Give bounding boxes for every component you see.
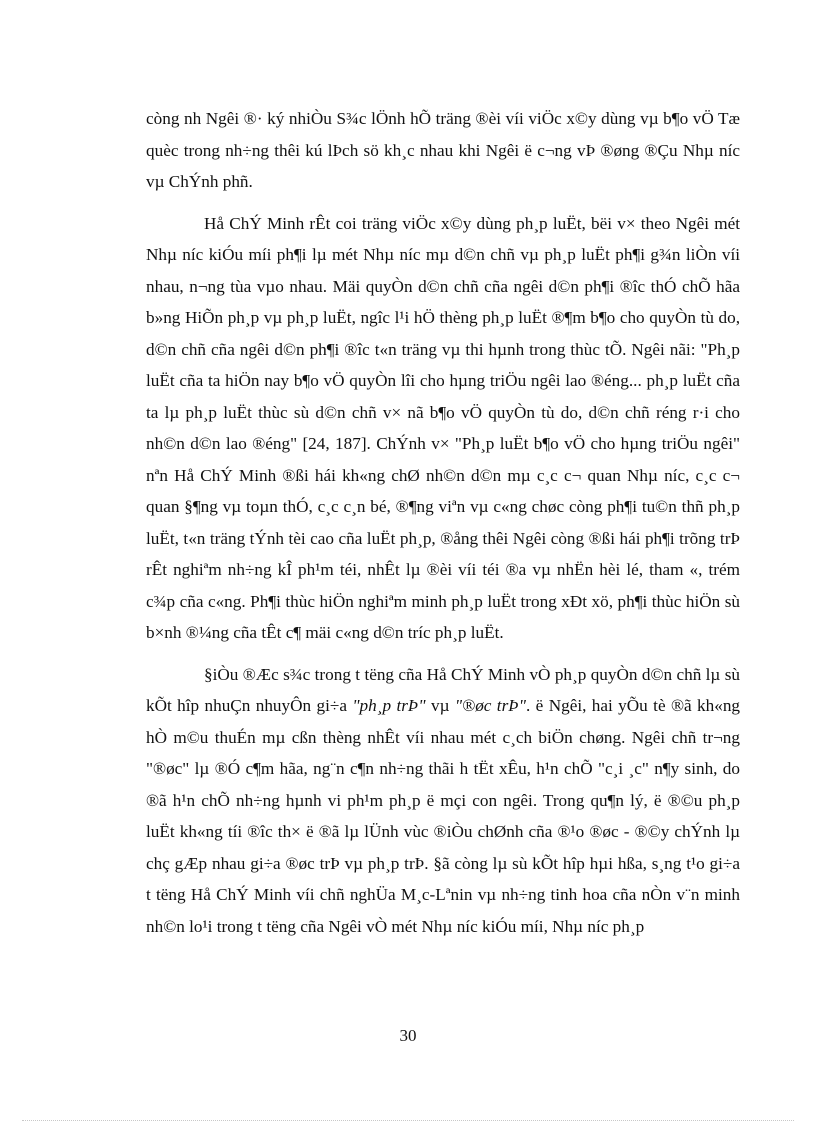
paragraph-3-rest: . ë Ngêi, hai yÕu tè ®ã kh«ng hÒ m©u thuÉn mµ cßn thèng nhÊt víi nhau mét c¸ch biÖn chøng. Ngêi chñ tr¬ng "®øc" lµ ®Ó c¶m hãa, ng¨n c¶n nh÷ng thãi h tËt xÊu, h¹n chÕ "c¸i ¸c" n¶y sinh, do ®ã h¹n chÕ nh÷ng hµnh vi ph¹m ph¸p ë mçi con ngêi. Trong qu¶n lý, ë ®©u ph¸p luËt kh«ng tíi ®îc th× ë ®ã lµ lÜnh vùc ®iÒu chØnh cña ®¹o ®øc - ®©y chÝnh lµ chç gÆp nhau gi÷a ®øc trÞ vµ ph¸p trÞ. §ã còng lµ sù kÕt hîp hµi hßa, s¸ng t¹o gi÷a t tëng Hå ChÝ Minh víi chñ nghÜa M¸c-Lªnin vµ nh÷ng tinh hoa cña nÒn v¨n minh nh©n lo¹i trong t tëng cña Ngêi vÒ mét Nhµ níc kiÓu míi, Nhµ níc ph¸p	[146, 696, 741, 936]
paragraph-3-lead: §iÒu ®Æc s¾c trong t tëng cña Hå ChÝ Minh vÒ ph¸p quyÒn d©n chñ lµ sù kÕt hîp nhuÇn nhuyÔn gi÷a	[146, 664, 740, 715]
phap-tri-term: "ph¸p trÞ"	[352, 696, 426, 715]
paragraph-3-conjunction: vµ	[425, 696, 455, 715]
paragraph-3	[146, 659, 740, 943]
paragraph-1: còng nh Ngêi ®· ký nhiÒu S¾c lÖnh hÕ träng ®èi víi viÖc x©y dùng vµ b¶o vÖ Tæ quèc trong nh÷ng thêi kú lÞch sö kh¸c nhau khi Ngêi ë c¬ng vÞ ®øng ®Çu Nhµ níc vµ ChÝnh phñ.	[146, 109, 740, 191]
page-number: 30	[399, 1026, 417, 1045]
page-bottom-divider	[22, 1120, 794, 1121]
paragraph-2: Hå ChÝ Minh rÊt coi träng viÖc x©y dùng ph¸p luËt, bëi v× theo Ngêi mét Nhµ níc kiÓu míi ph¶i lµ mét Nhµ níc mµ d©n chñ vµ ph¸p luËt ph¶i g¾n liÒn víi nhau, n¬ng tùa vµo nhau. Mäi quyÒn d©n chñ cña ngêi d©n ph¶i ®îc thÓ chÕ hãa b»ng HiÕn ph¸p vµ ph¸p luËt, ngîc l¹i hÖ thèng ph¸p luËt ®¶m b¶o cho quyÒn tù do, d©n chñ cña ngêi d©n ph¶i ®îc t«n träng vµ thi hµnh trong thùc tÕ. Ngêi nãi: "Ph¸p luËt cña ta hiÖn nay b¶o vÖ quyÒn lîi cho hµng triÖu ngêi lao ®éng... ph¸p luËt cña ta lµ ph¸p luËt thùc sù d©n chñ v× nã b¶o vÖ quyÒn tù do, d©n chñ réng r·i cho nh©n d©n lao ®éng" [24, 187]. ChÝnh v× "Ph¸p luËt b¶o vÖ cho hµng triÖu ngêi" nªn Hå ChÝ Minh ®ßi hái kh«ng chØ nh©n d©n mµ c¸c c¬ quan Nhµ níc, c¸c c¬ quan §¶ng vµ toµn thÓ, c¸c c¸n bé, ®¶ng viªn vµ c«ng chøc còng ph¶i tu©n thñ ph¸p luËt, t«n träng tÝnh tèi cao cña luËt ph¸p, ®ång thêi Ngêi còng ®ßi hái ph¶i trõng trÞ rÊt nghiªm nh÷ng kÎ ph¹m téi, nhÊt lµ ®èi víi téi ®a vµ nhËn hèi lé, tham «, trém c¾p cña c«ng. Ph¶i thùc hiÖn nghiªm minh ph¸p luËt trong xÐt xö, ph¶i thùc hiÖn sù b×nh ®¼ng cña tÊt c¶ mäi c«ng d©n tríc ph¸p luËt.	[146, 213, 740, 642]
body-text	[146, 103, 740, 942]
duc-tri-term: "®øc trÞ"	[454, 696, 526, 715]
